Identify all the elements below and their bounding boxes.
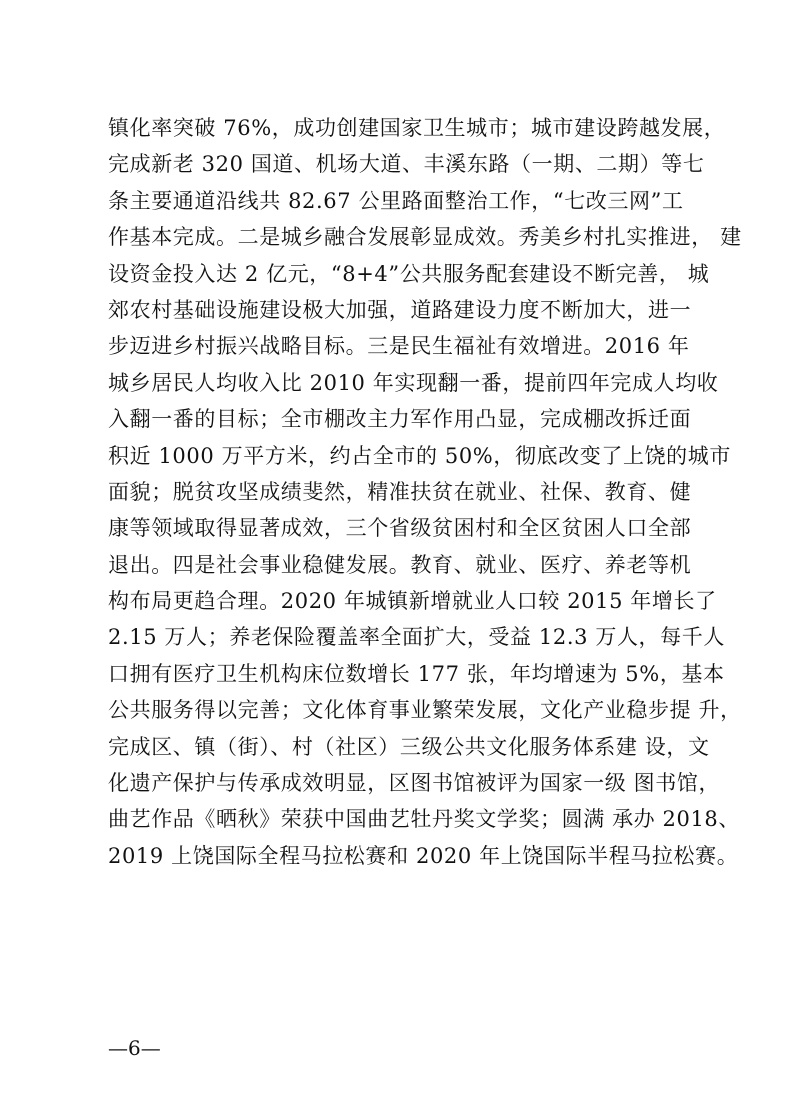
body-text — [108, 110, 742, 874]
page-number: —6— — [108, 1036, 161, 1060]
text-line-12: 康等领域取得显著成效，三个省级贫困村和全区贫困人口全部 — [108, 516, 692, 541]
text-line-21: 2019 上饶国际全程马拉松赛和 2020 年上饶国际半程马拉松赛。 — [108, 843, 739, 868]
text-line-16: 口拥有医疗卫生机构床位数增长 177 张，年均增速为 5%，基本 — [108, 661, 725, 686]
text-line-7: 步迈进乡村振兴战略目标。三是民生福祉有效增进。2016 年 — [108, 334, 690, 359]
text-line-6: 郊农村基础设施建设极大加强，道路建设力度不断加大，进一 — [108, 297, 692, 322]
text-line-5: 设资金投入达 2 亿元，“8+4”公共服务配套建设不断完善， 城 — [108, 261, 710, 286]
text-line-13: 退出。四是社会事业稳健发展。教育、就业、医疗、养老等机 — [108, 552, 692, 577]
text-line-4: 作基本完成。二是城乡融合发展彰显成效。秀美乡村扎实推进， 建 — [108, 225, 742, 250]
text-line-2: 完成新老 320 国道、机场大道、丰溪东路（一期、二期）等七 — [108, 152, 705, 177]
text-line-15: 2.15 万人；养老保险覆盖率全面扩大，受益 12.3 万人，每千人 — [108, 625, 725, 650]
text-line-10: 积近 1000 万平方米，约占全市的 50%，彻底改变了上饶的城市 — [108, 443, 731, 468]
text-line-9: 入翻一番的目标；全市棚改主力军作用凸显，完成棚改拆迁面 — [108, 407, 692, 432]
text-line-1: 镇化率突破 76%，成功创建国家卫生城市；城市建设跨越发展， — [108, 116, 726, 140]
text-line-8: 城乡居民人均收入比 2010 年实现翻一番，提前四年完成人均收 — [108, 370, 719, 395]
text-line-18: 完成区、镇（街）、村（社区）三级公共文化服务体系建 设，文 — [108, 734, 710, 759]
text-line-19: 化遗产保护与传承成效明显，区图书馆被评为国家一级 图书馆， — [108, 771, 721, 796]
text-line-14: 构布局更趋合理。2020 年城镇新增就业人口较 2015 年增长了 — [108, 589, 717, 614]
text-line-17: 公共服务得以完善；文化体育事业繁荣发展，文化产业稳步提 升， — [108, 698, 742, 723]
text-line-3: 条主要通道沿线共 82.67 公里路面整治工作，“七改三网”工 — [108, 188, 684, 213]
text-line-11: 面貌；脱贫攻坚成绩斐然，精准扶贫在就业、社保、教育、健 — [108, 479, 692, 504]
text-line-20: 曲艺作品《晒秋》荣获中国曲艺牡丹奖文学奖；圆满 承办 2018、 — [108, 807, 740, 832]
